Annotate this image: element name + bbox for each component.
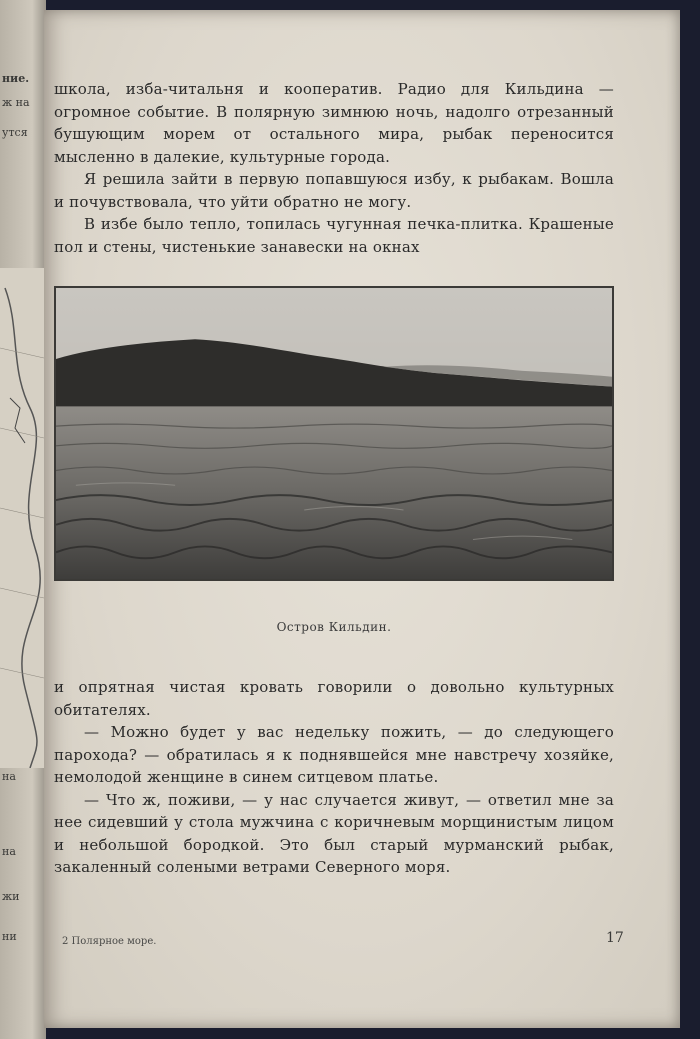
text-block-bottom	[54, 676, 614, 879]
photo-caption: Остров Кильдин.	[276, 620, 392, 634]
paragraph: Я решила зайти в первую попавшуюся избу, к рыбакам. Вошла и почувствовала, что уйти обратно не могу.	[54, 170, 614, 211]
page-number: 17	[606, 930, 624, 946]
left-page-edge	[0, 0, 46, 1039]
book-page	[44, 10, 680, 1028]
paragraph: В избе было тепло, топилась чугунная печка-плитка. Крашеные пол и стены, чистенькие занавески на окнах	[54, 215, 614, 256]
left-page-fragment: на	[2, 770, 16, 783]
left-page-fragment: жи	[2, 890, 20, 903]
paragraph: и опрятная чистая кровать говорили о довольно культурных обитателях.	[54, 678, 614, 719]
left-page-fragment: на	[2, 845, 16, 858]
paragraph: — Можно будет у вас недельку пожить, — до следующего парохода? — обратилась я к поднявшейся мне навстречу хозяйке, немолодой женщине в синем ситцевом платье.	[54, 723, 614, 786]
signature-footnote: 2 Полярное море.	[62, 936, 157, 947]
text-block-top	[54, 78, 614, 258]
left-page-map-image	[0, 268, 45, 768]
paragraph: — Что ж, поживи, — у нас случается живут, — ответил мне за нее сидевший у стола мужчина с коричневым морщинистым лицом и небольшой бородкой. Это был старый мурманский рыбак, закаленный солеными ветрами Северного моря.	[54, 790, 614, 876]
left-page-fragment: ние.	[2, 72, 30, 85]
left-page-fragment: ж на	[2, 96, 30, 109]
left-page-fragment: ни	[2, 930, 17, 943]
paragraph: школа, изба-читальня и кооператив. Радио для Кильдина — огромное событие. В полярную зимнюю ночь, надолго отрезанный бушующим морем от остального мира, рыбак переносится мысленно в далекие, культурные города.	[54, 80, 614, 166]
photo-kildin-island	[54, 286, 614, 581]
left-page-fragment: утся	[2, 126, 28, 139]
